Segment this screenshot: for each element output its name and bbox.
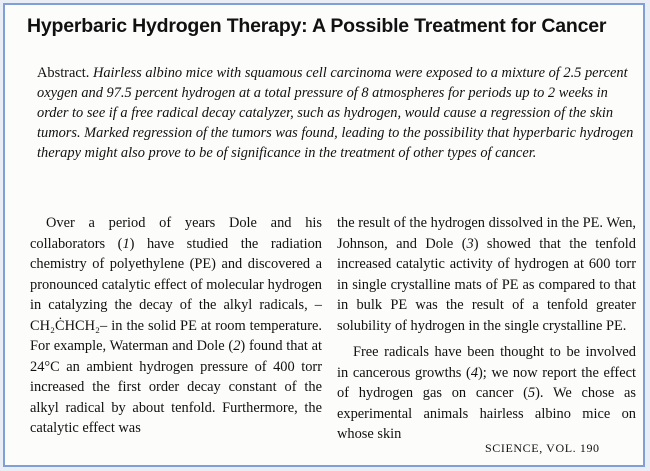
journal-footer: SCIENCE, VOL. 190 (485, 441, 600, 455)
reference-4: 4 (470, 364, 479, 381)
abstract (37, 63, 637, 163)
left-column (30, 213, 322, 439)
abstract-text: Hairless albino mice with squamous cell carcinoma were exposed to a mixture of 2.5 percent oxygen and 97.5 percent hydrogen at a total pressure of 8 atmospheres for periods up to 2 weeks in order to see if a free radical decay catalyzer, such as hydrogen, would cause a regression of the skin tumors. Marked regression of the tumors was found, leading to the possibility that hyperbaric hydrogen therapy might also prove to be of significance in the treatment of other types of cancer. (37, 65, 634, 161)
reference-2: 2 (233, 338, 241, 354)
reference-5: 5 (527, 385, 536, 401)
right-paragraph-2 (337, 342, 636, 445)
article-title: Hyperbaric Hydrogen Therapy: A Possible Treatment for Cancer (27, 15, 607, 37)
text-run: ) found that at 24°C an ambient hydrogen pressure of 400 torr increased the first order decay constant of the alkyl radical by about tenfold. Furthermore, the catalytic effect was (30, 338, 322, 436)
reference-1: 1 (122, 235, 130, 252)
right-paragraph-1 (337, 213, 636, 336)
text-run: Over a period of years Dole and his collaborators ( (30, 215, 322, 252)
text-run: ); we now report the effect of hydrogen gas on cancer ( (337, 364, 636, 401)
text-run: ). We chose as experimental animals hairless albino mice on whose skin (337, 385, 637, 442)
text-run: ) showed that the tenfold increased catalytic activity of hydrogen at 600 torr in single crystalline mats of PE as compared to that in bulk PE was the result of a tenfold greater solubility of hydrogen in the single crystalline PE. (337, 235, 636, 334)
abstract-label: Abstract. (37, 65, 93, 81)
text-run: ) have studied the radiation chemistry of polyethylene (PE) and discovered a pronounced catalytic effect of molecular hydrogen in catalyzing the decay of the alkyl radicals, –CH₂ĊHCH₂– in the solid PE at room temperature. For example, Waterman and Dole ( (30, 235, 322, 354)
text-run: the result of the hydrogen dissolved in the PE. Wen, Johnson, and Dole ( (337, 215, 636, 252)
article-page (3, 3, 645, 467)
left-paragraph-1 (30, 213, 322, 439)
reference-3: 3 (466, 235, 474, 252)
right-column (337, 213, 636, 445)
text-run: Free radicals have been thought to be involved in cancerous growths ( (337, 344, 636, 381)
